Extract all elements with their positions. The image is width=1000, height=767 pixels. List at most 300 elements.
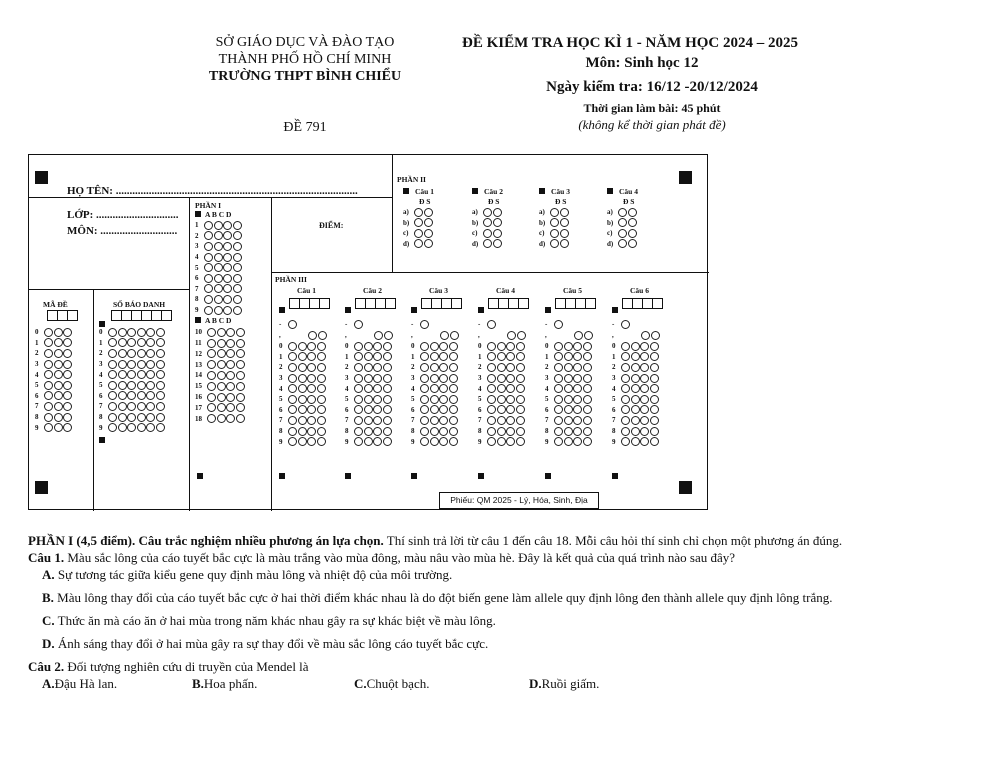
- answer-bubble[interactable]: [146, 338, 155, 347]
- answer-bubble[interactable]: [233, 284, 242, 293]
- answer-bubble[interactable]: [487, 384, 496, 393]
- answer-bubble[interactable]: [487, 405, 496, 414]
- answer-bubble[interactable]: [420, 352, 429, 361]
- answer-bubble[interactable]: [640, 363, 649, 372]
- answer-bubble[interactable]: [118, 338, 127, 347]
- answer-bubble[interactable]: [449, 437, 458, 446]
- answer-bubble[interactable]: [420, 374, 429, 383]
- answer-bubble[interactable]: [236, 393, 245, 402]
- answer-bubble[interactable]: [439, 395, 448, 404]
- answer-bubble[interactable]: [424, 239, 433, 248]
- answer-bubble[interactable]: [354, 374, 363, 383]
- answer-bubble[interactable]: [554, 374, 563, 383]
- answer-bubble[interactable]: [383, 437, 392, 446]
- answer-bubble[interactable]: [628, 239, 637, 248]
- answer-bubble[interactable]: [44, 328, 53, 337]
- answer-bubble[interactable]: [63, 338, 72, 347]
- answer-bubble[interactable]: [384, 331, 393, 340]
- answer-bubble[interactable]: [583, 395, 592, 404]
- answer-bubble[interactable]: [223, 295, 232, 304]
- answer-bubble[interactable]: [44, 370, 53, 379]
- answer-bubble[interactable]: [108, 413, 117, 422]
- answer-bubble[interactable]: [217, 339, 226, 348]
- answer-bubble[interactable]: [373, 395, 382, 404]
- answer-bubble[interactable]: [108, 391, 117, 400]
- answer-bubble[interactable]: [317, 342, 326, 351]
- answer-bubble[interactable]: [583, 405, 592, 414]
- answer-bubble[interactable]: [44, 413, 53, 422]
- answer-bubble[interactable]: [137, 360, 146, 369]
- answer-bubble[interactable]: [364, 363, 373, 372]
- answer-bubble[interactable]: [354, 320, 363, 329]
- answer-bubble[interactable]: [583, 416, 592, 425]
- answer-bubble[interactable]: [307, 437, 316, 446]
- answer-bubble[interactable]: [63, 423, 72, 432]
- answer-bubble[interactable]: [204, 253, 213, 262]
- answer-bubble[interactable]: [308, 331, 317, 340]
- answer-bubble[interactable]: [583, 352, 592, 361]
- answer-bubble[interactable]: [236, 382, 245, 391]
- name-field[interactable]: HỌ TÊN: ........................................................................................: [67, 185, 358, 197]
- answer-bubble[interactable]: [236, 403, 245, 412]
- answer-bubble[interactable]: [364, 384, 373, 393]
- answer-bubble[interactable]: [631, 363, 640, 372]
- answer-bubble[interactable]: [146, 349, 155, 358]
- answer-bubble[interactable]: [236, 339, 245, 348]
- answer-bubble[interactable]: [146, 402, 155, 411]
- answer-bubble[interactable]: [307, 374, 316, 383]
- answer-bubble[interactable]: [44, 381, 53, 390]
- answer-bubble[interactable]: [439, 384, 448, 393]
- answer-bubble[interactable]: [127, 391, 136, 400]
- answer-bubble[interactable]: [207, 339, 216, 348]
- answer-bubble[interactable]: [354, 416, 363, 425]
- answer-bubble[interactable]: [621, 427, 630, 436]
- question-1-option-a[interactable]: [28, 566, 980, 583]
- answer-bubble[interactable]: [204, 231, 213, 240]
- answer-bubble[interactable]: [127, 338, 136, 347]
- answer-bubble[interactable]: [127, 349, 136, 358]
- answer-bubble[interactable]: [564, 384, 573, 393]
- answer-bubble[interactable]: [63, 381, 72, 390]
- part3-answer-boxes[interactable]: [555, 298, 595, 309]
- answer-bubble[interactable]: [573, 427, 582, 436]
- answer-bubble[interactable]: [118, 391, 127, 400]
- answer-bubble[interactable]: [108, 402, 117, 411]
- answer-bubble[interactable]: [63, 391, 72, 400]
- answer-bubble[interactable]: [44, 391, 53, 400]
- answer-bubble[interactable]: [127, 328, 136, 337]
- answer-bubble[interactable]: [137, 391, 146, 400]
- answer-bubble[interactable]: [640, 395, 649, 404]
- answer-bubble[interactable]: [288, 384, 297, 393]
- answer-bubble[interactable]: [516, 416, 525, 425]
- answer-bubble[interactable]: [583, 384, 592, 393]
- answer-bubble[interactable]: [430, 437, 439, 446]
- answer-bubble[interactable]: [640, 342, 649, 351]
- answer-bubble[interactable]: [487, 342, 496, 351]
- answer-bubble[interactable]: [439, 437, 448, 446]
- answer-bubble[interactable]: [449, 427, 458, 436]
- question-2-option-b[interactable]: [192, 675, 354, 692]
- answer-bubble[interactable]: [449, 374, 458, 383]
- answer-bubble[interactable]: [298, 427, 307, 436]
- answer-bubble[interactable]: [516, 384, 525, 393]
- answer-bubble[interactable]: [631, 405, 640, 414]
- answer-bubble[interactable]: [564, 352, 573, 361]
- digit-box[interactable]: [585, 298, 596, 309]
- answer-bubble[interactable]: [450, 331, 459, 340]
- answer-bubble[interactable]: [430, 342, 439, 351]
- answer-bubble[interactable]: [63, 402, 72, 411]
- answer-bubble[interactable]: [298, 363, 307, 372]
- answer-bubble[interactable]: [373, 416, 382, 425]
- answer-bubble[interactable]: [288, 342, 297, 351]
- answer-bubble[interactable]: [414, 229, 423, 238]
- answer-bubble[interactable]: [621, 363, 630, 372]
- answer-bubble[interactable]: [414, 218, 423, 227]
- answer-bubble[interactable]: [383, 384, 392, 393]
- answer-bubble[interactable]: [424, 218, 433, 227]
- answer-bubble[interactable]: [487, 374, 496, 383]
- answer-bubble[interactable]: [118, 381, 127, 390]
- answer-bubble[interactable]: [146, 360, 155, 369]
- answer-bubble[interactable]: [217, 328, 226, 337]
- answer-bubble[interactable]: [236, 414, 245, 423]
- answer-bubble[interactable]: [583, 374, 592, 383]
- answer-bubble[interactable]: [307, 427, 316, 436]
- answer-bubble[interactable]: [420, 320, 429, 329]
- answer-bubble[interactable]: [54, 349, 63, 358]
- answer-bubble[interactable]: [584, 331, 593, 340]
- answer-bubble[interactable]: [651, 331, 660, 340]
- answer-bubble[interactable]: [217, 414, 226, 423]
- answer-bubble[interactable]: [621, 352, 630, 361]
- answer-bubble[interactable]: [298, 374, 307, 383]
- answer-bubble[interactable]: [497, 384, 506, 393]
- answer-bubble[interactable]: [650, 437, 659, 446]
- answer-bubble[interactable]: [573, 384, 582, 393]
- answer-bubble[interactable]: [430, 374, 439, 383]
- answer-bubble[interactable]: [307, 416, 316, 425]
- answer-bubble[interactable]: [650, 427, 659, 436]
- answer-bubble[interactable]: [439, 405, 448, 414]
- answer-bubble[interactable]: [226, 403, 235, 412]
- answer-bubble[interactable]: [288, 395, 297, 404]
- answer-bubble[interactable]: [373, 384, 382, 393]
- answer-bubble[interactable]: [564, 374, 573, 383]
- answer-bubble[interactable]: [364, 352, 373, 361]
- answer-bubble[interactable]: [204, 306, 213, 315]
- answer-bubble[interactable]: [207, 360, 216, 369]
- answer-bubble[interactable]: [628, 229, 637, 238]
- answer-bubble[interactable]: [564, 405, 573, 414]
- answer-bubble[interactable]: [217, 382, 226, 391]
- answer-bubble[interactable]: [207, 382, 216, 391]
- answer-bubble[interactable]: [288, 352, 297, 361]
- ma-de-boxes[interactable]: [47, 310, 77, 321]
- answer-bubble[interactable]: [214, 284, 223, 293]
- answer-bubble[interactable]: [650, 363, 659, 372]
- answer-bubble[interactable]: [420, 437, 429, 446]
- answer-bubble[interactable]: [631, 416, 640, 425]
- answer-bubble[interactable]: [156, 360, 165, 369]
- answer-bubble[interactable]: [516, 395, 525, 404]
- answer-bubble[interactable]: [621, 395, 630, 404]
- answer-bubble[interactable]: [550, 229, 559, 238]
- answer-bubble[interactable]: [640, 384, 649, 393]
- answer-bubble[interactable]: [420, 395, 429, 404]
- answer-bubble[interactable]: [354, 363, 363, 372]
- answer-bubble[interactable]: [554, 395, 563, 404]
- subject-field[interactable]: MÔN: ............................: [67, 225, 178, 237]
- answer-bubble[interactable]: [650, 405, 659, 414]
- answer-bubble[interactable]: [374, 331, 383, 340]
- answer-bubble[interactable]: [650, 416, 659, 425]
- answer-bubble[interactable]: [204, 263, 213, 272]
- answer-bubble[interactable]: [364, 374, 373, 383]
- answer-bubble[interactable]: [236, 371, 245, 380]
- answer-bubble[interactable]: [354, 352, 363, 361]
- answer-bubble[interactable]: [631, 374, 640, 383]
- answer-bubble[interactable]: [108, 338, 117, 347]
- answer-bubble[interactable]: [236, 360, 245, 369]
- question-1-option-d[interactable]: [28, 635, 980, 652]
- part3-answer-boxes[interactable]: [488, 298, 528, 309]
- answer-bubble[interactable]: [137, 413, 146, 422]
- answer-bubble[interactable]: [420, 416, 429, 425]
- answer-bubble[interactable]: [506, 384, 515, 393]
- answer-bubble[interactable]: [554, 384, 563, 393]
- answer-bubble[interactable]: [516, 437, 525, 446]
- answer-bubble[interactable]: [127, 402, 136, 411]
- digit-box[interactable]: [161, 310, 172, 321]
- answer-bubble[interactable]: [354, 427, 363, 436]
- answer-bubble[interactable]: [298, 384, 307, 393]
- answer-bubble[interactable]: [554, 342, 563, 351]
- answer-bubble[interactable]: [640, 374, 649, 383]
- answer-bubble[interactable]: [307, 405, 316, 414]
- answer-bubble[interactable]: [214, 263, 223, 272]
- answer-bubble[interactable]: [307, 342, 316, 351]
- answer-bubble[interactable]: [156, 402, 165, 411]
- answer-bubble[interactable]: [373, 405, 382, 414]
- answer-bubble[interactable]: [354, 405, 363, 414]
- answer-bubble[interactable]: [217, 403, 226, 412]
- answer-bubble[interactable]: [560, 229, 569, 238]
- answer-bubble[interactable]: [493, 229, 502, 238]
- answer-bubble[interactable]: [650, 342, 659, 351]
- answer-bubble[interactable]: [54, 381, 63, 390]
- answer-bubble[interactable]: [204, 221, 213, 230]
- answer-bubble[interactable]: [44, 423, 53, 432]
- answer-bubble[interactable]: [146, 328, 155, 337]
- answer-bubble[interactable]: [554, 416, 563, 425]
- answer-bubble[interactable]: [573, 405, 582, 414]
- answer-bubble[interactable]: [118, 402, 127, 411]
- answer-bubble[interactable]: [420, 363, 429, 372]
- answer-bubble[interactable]: [364, 405, 373, 414]
- answer-bubble[interactable]: [640, 352, 649, 361]
- answer-bubble[interactable]: [440, 331, 449, 340]
- answer-bubble[interactable]: [233, 221, 242, 230]
- answer-bubble[interactable]: [573, 363, 582, 372]
- answer-bubble[interactable]: [621, 374, 630, 383]
- answer-bubble[interactable]: [44, 338, 53, 347]
- answer-bubble[interactable]: [44, 349, 53, 358]
- answer-bubble[interactable]: [628, 218, 637, 227]
- answer-bubble[interactable]: [483, 218, 492, 227]
- answer-bubble[interactable]: [631, 342, 640, 351]
- answer-bubble[interactable]: [631, 395, 640, 404]
- answer-bubble[interactable]: [317, 384, 326, 393]
- answer-bubble[interactable]: [223, 306, 232, 315]
- answer-bubble[interactable]: [641, 331, 650, 340]
- answer-bubble[interactable]: [621, 342, 630, 351]
- answer-bubble[interactable]: [288, 374, 297, 383]
- answer-bubble[interactable]: [420, 405, 429, 414]
- answer-bubble[interactable]: [63, 349, 72, 358]
- answer-bubble[interactable]: [146, 413, 155, 422]
- answer-bubble[interactable]: [449, 363, 458, 372]
- answer-bubble[interactable]: [487, 395, 496, 404]
- answer-bubble[interactable]: [506, 374, 515, 383]
- answer-bubble[interactable]: [233, 242, 242, 251]
- answer-bubble[interactable]: [487, 416, 496, 425]
- answer-bubble[interactable]: [354, 384, 363, 393]
- answer-bubble[interactable]: [506, 405, 515, 414]
- answer-bubble[interactable]: [288, 320, 297, 329]
- answer-bubble[interactable]: [214, 306, 223, 315]
- answer-bubble[interactable]: [137, 402, 146, 411]
- answer-bubble[interactable]: [373, 437, 382, 446]
- answer-bubble[interactable]: [223, 274, 232, 283]
- answer-bubble[interactable]: [497, 427, 506, 436]
- class-field[interactable]: LỚP: ..............................: [67, 209, 179, 221]
- answer-bubble[interactable]: [621, 405, 630, 414]
- answer-bubble[interactable]: [373, 342, 382, 351]
- answer-bubble[interactable]: [226, 360, 235, 369]
- answer-bubble[interactable]: [420, 427, 429, 436]
- answer-bubble[interactable]: [573, 395, 582, 404]
- answer-bubble[interactable]: [564, 437, 573, 446]
- answer-bubble[interactable]: [156, 328, 165, 337]
- answer-bubble[interactable]: [207, 393, 216, 402]
- answer-bubble[interactable]: [583, 363, 592, 372]
- answer-bubble[interactable]: [430, 416, 439, 425]
- answer-bubble[interactable]: [214, 253, 223, 262]
- answer-bubble[interactable]: [146, 370, 155, 379]
- answer-bubble[interactable]: [618, 239, 627, 248]
- answer-bubble[interactable]: [63, 360, 72, 369]
- answer-bubble[interactable]: [204, 274, 213, 283]
- answer-bubble[interactable]: [497, 363, 506, 372]
- answer-bubble[interactable]: [288, 363, 297, 372]
- answer-bubble[interactable]: [127, 423, 136, 432]
- answer-bubble[interactable]: [487, 352, 496, 361]
- answer-bubble[interactable]: [449, 405, 458, 414]
- answer-bubble[interactable]: [430, 427, 439, 436]
- answer-bubble[interactable]: [373, 427, 382, 436]
- answer-bubble[interactable]: [137, 349, 146, 358]
- answer-bubble[interactable]: [226, 349, 235, 358]
- answer-bubble[interactable]: [507, 331, 516, 340]
- answer-bubble[interactable]: [383, 342, 392, 351]
- answer-bubble[interactable]: [54, 413, 63, 422]
- part3-answer-boxes[interactable]: [289, 298, 329, 309]
- answer-bubble[interactable]: [223, 231, 232, 240]
- answer-bubble[interactable]: [137, 381, 146, 390]
- answer-bubble[interactable]: [414, 239, 423, 248]
- answer-bubble[interactable]: [373, 374, 382, 383]
- answer-bubble[interactable]: [298, 437, 307, 446]
- answer-bubble[interactable]: [497, 416, 506, 425]
- answer-bubble[interactable]: [631, 352, 640, 361]
- answer-bubble[interactable]: [226, 328, 235, 337]
- answer-bubble[interactable]: [146, 381, 155, 390]
- answer-bubble[interactable]: [54, 360, 63, 369]
- answer-bubble[interactable]: [449, 352, 458, 361]
- digit-box[interactable]: [385, 298, 396, 309]
- answer-bubble[interactable]: [631, 437, 640, 446]
- answer-bubble[interactable]: [631, 384, 640, 393]
- answer-bubble[interactable]: [226, 339, 235, 348]
- answer-bubble[interactable]: [583, 437, 592, 446]
- answer-bubble[interactable]: [631, 427, 640, 436]
- answer-bubble[interactable]: [156, 338, 165, 347]
- part3-answer-boxes[interactable]: [421, 298, 461, 309]
- answer-bubble[interactable]: [550, 218, 559, 227]
- answer-bubble[interactable]: [217, 393, 226, 402]
- answer-bubble[interactable]: [204, 242, 213, 251]
- question-2-option-d[interactable]: [529, 675, 679, 692]
- answer-bubble[interactable]: [118, 328, 127, 337]
- answer-bubble[interactable]: [550, 239, 559, 248]
- answer-bubble[interactable]: [493, 239, 502, 248]
- answer-bubble[interactable]: [223, 284, 232, 293]
- answer-bubble[interactable]: [364, 416, 373, 425]
- answer-bubble[interactable]: [420, 384, 429, 393]
- answer-bubble[interactable]: [554, 405, 563, 414]
- answer-bubble[interactable]: [564, 427, 573, 436]
- answer-bubble[interactable]: [236, 328, 245, 337]
- answer-bubble[interactable]: [236, 349, 245, 358]
- answer-bubble[interactable]: [560, 218, 569, 227]
- answer-bubble[interactable]: [63, 413, 72, 422]
- answer-bubble[interactable]: [317, 416, 326, 425]
- answer-bubble[interactable]: [288, 416, 297, 425]
- question-1-option-b[interactable]: [28, 589, 980, 606]
- digit-box[interactable]: [67, 310, 78, 321]
- answer-bubble[interactable]: [307, 352, 316, 361]
- digit-box[interactable]: [451, 298, 462, 309]
- answer-bubble[interactable]: [506, 342, 515, 351]
- answer-bubble[interactable]: [383, 395, 392, 404]
- answer-bubble[interactable]: [506, 363, 515, 372]
- answer-bubble[interactable]: [108, 349, 117, 358]
- answer-bubble[interactable]: [550, 208, 559, 217]
- answer-bubble[interactable]: [618, 208, 627, 217]
- answer-bubble[interactable]: [564, 342, 573, 351]
- answer-bubble[interactable]: [44, 402, 53, 411]
- answer-bubble[interactable]: [506, 395, 515, 404]
- answer-bubble[interactable]: [214, 221, 223, 230]
- answer-bubble[interactable]: [137, 370, 146, 379]
- answer-bubble[interactable]: [207, 349, 216, 358]
- answer-bubble[interactable]: [650, 374, 659, 383]
- answer-bubble[interactable]: [288, 427, 297, 436]
- answer-bubble[interactable]: [560, 208, 569, 217]
